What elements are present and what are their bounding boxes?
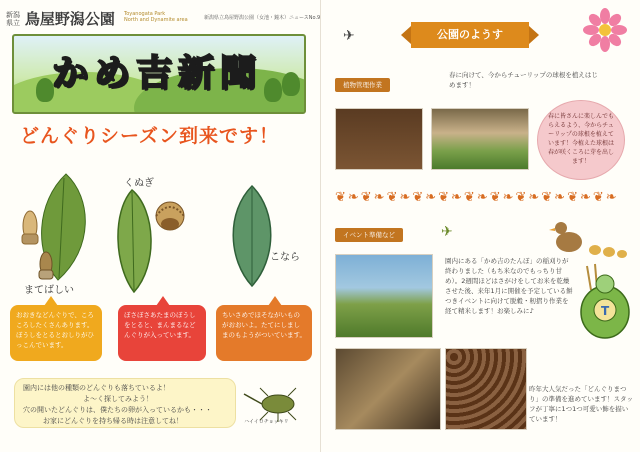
dragonfly-icon: ✈ [343,28,355,44]
acorn-festival-text: 昨年大人気だった「どんぐりまつり」の準備を進めています！スタッフが丁寧に1つ1つ可愛い飾を描いています！ [529,385,633,423]
photo-rice-drying [335,254,433,338]
label-kunugi: くぬぎ [124,178,154,189]
konara-leaf-illustration [222,182,282,292]
kamekichi-turtle-mascot [577,262,633,344]
konara-description: ちいさめでほそながいものがおおいよ。たてにしましまのもようがついています。 [216,305,312,361]
photo-tulip-field [431,108,529,170]
masthead [6,8,188,29]
tulip-circle-note: 春に皆さんに楽しんでもらえるよう、今からチューリップの球根を植えています！今植えた球根は春が咲くころに芽を出します！ [537,100,625,180]
svg-text:T: T [601,304,610,318]
autumn-leaf-divider: ❦❧❦❧❦❧❦❧❦❧❦❧❦❧❦❧❦❧❦❧❦❧ [335,190,619,205]
flower-icon [575,8,637,54]
tag-event-prep: イベント準備など [335,228,403,242]
prefecture-label: 新潟 県立 [6,10,20,27]
headline: どんぐりシーズン到来です！ [20,125,280,147]
mateba-description: おおきなどんぐりで、ころころしたくさんあります。ぼうしをとるとおしりがひっこんでいます。 [10,305,102,361]
label-konara: こなら [270,252,300,263]
note-line: 園内には他の種類のどんぐりも落ちているよ！ [23,384,170,392]
issue-info: 新潟県立鳥屋野潟公園（女池・鐘木）ニュースNo.9 [204,15,320,21]
right-page [320,0,640,452]
tulip-text: 春に向けて、今からチューリップの球根を植えはじめます！ [449,71,598,89]
note-line: よ～く探してみよう！ [83,395,153,403]
dragonfly-icon: ✈ [441,224,453,240]
tag-plant-management: 植物管理作業 [335,78,390,92]
section-title: 公園のようす [411,22,529,48]
note-line: 穴の開いたどんぐりは、僕たちの卵が入っているかも・・・ [23,406,212,414]
newsletter-banner [12,34,306,114]
photo-planting-bulbs [335,108,423,170]
kunugi-leaf-illustration [104,186,194,296]
label-mateba: まてばしい [24,285,74,296]
park-name-english: Toyanogata Park North and Dynamite area [124,11,188,23]
park-name: 鳥屋野潟公園 [24,10,115,28]
kunugi-description: ぼさぼさあたまのぼうしをとると、まんまるなどんぐりが入っています。 [118,305,206,361]
label-beetle: ハイイロチョッキリ [244,419,289,425]
mateba-leaf-illustration [14,168,94,288]
rice-text: 園内にある「かめ吉のたんぼ」の稲刈りが終わりました（もち米なのでもっちり甘め）。2週間ほどはさがけをしてお米を乾燥させた後、来年1月に開催を予定している餅つきイベントに向けて脱穀・籾摺り作業を経て精米します！お楽しみに♪ [445,257,573,315]
acorn-note [14,378,236,428]
photo-acorn-display [445,348,527,430]
note-line: お家にどんぐりを持ち帰る時は注意してね！ [43,417,183,425]
photo-acorn-craft [335,348,441,430]
banner-title: かめ吉新聞 [51,53,262,94]
